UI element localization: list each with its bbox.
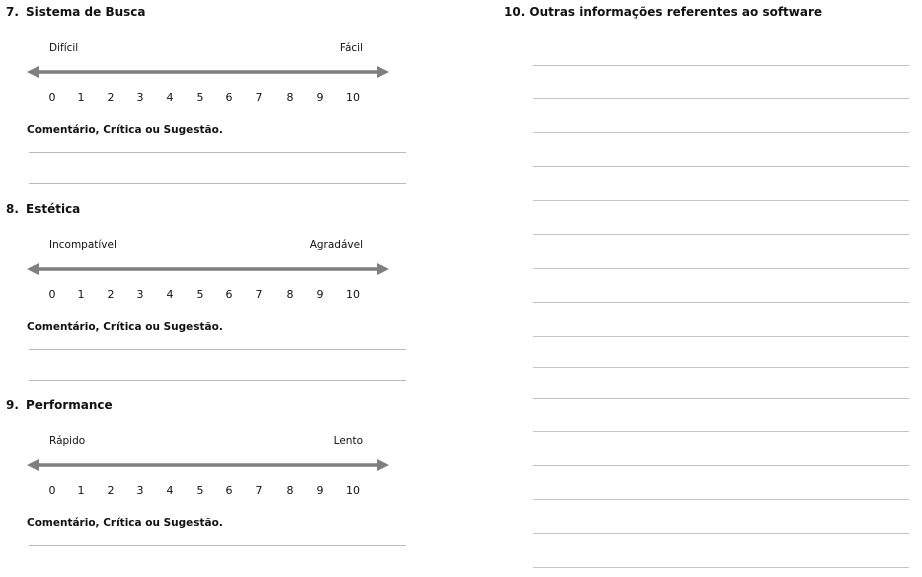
- scale-tick-8[interactable]: 8: [286, 91, 294, 104]
- scale-tick-3[interactable]: 3: [136, 288, 144, 301]
- other-info-line[interactable]: [533, 268, 909, 269]
- question-7: [0, 5, 420, 190]
- other-info-line[interactable]: [533, 234, 909, 235]
- question-9: [0, 398, 420, 553]
- scale-left-label: Difícil: [49, 42, 79, 54]
- other-info-line[interactable]: [533, 431, 909, 432]
- scale-tick-10[interactable]: 10: [346, 484, 360, 497]
- scale-tick-8[interactable]: 8: [286, 484, 294, 497]
- question-number: 9.: [6, 398, 19, 412]
- scale-tick-6[interactable]: 6: [225, 288, 233, 301]
- scale-tick-6[interactable]: 6: [225, 484, 233, 497]
- other-info-line[interactable]: [533, 200, 909, 201]
- scale-tick-8[interactable]: 8: [286, 288, 294, 301]
- scale-tick-9[interactable]: 9: [316, 484, 324, 497]
- scale-tick-2[interactable]: 2: [107, 484, 115, 497]
- question-title: [6, 202, 80, 216]
- other-info-line[interactable]: [533, 398, 909, 399]
- scale-tick-10[interactable]: 10: [346, 91, 360, 104]
- scale-tick-2[interactable]: 2: [107, 288, 115, 301]
- scale-tick-4[interactable]: 4: [166, 91, 174, 104]
- double-arrow-icon: [27, 458, 389, 472]
- question-title-text: Estética: [26, 202, 81, 216]
- scale-tick-5[interactable]: 5: [196, 484, 204, 497]
- scale-tick-6[interactable]: 6: [225, 91, 233, 104]
- comment-line[interactable]: [29, 545, 406, 546]
- scale-tick-0[interactable]: 0: [48, 91, 56, 104]
- scale-right-label: Fácil: [339, 42, 363, 54]
- scale-tick-9[interactable]: 9: [316, 91, 324, 104]
- other-info-line[interactable]: [533, 132, 909, 133]
- other-info-line[interactable]: [533, 65, 909, 66]
- other-info-title: 10. Outras informações referentes ao software: [504, 5, 823, 19]
- question-title-text: Sistema de Busca: [26, 5, 146, 19]
- scale-tick-3[interactable]: 3: [136, 484, 144, 497]
- scale-tick-7[interactable]: 7: [255, 91, 263, 104]
- scale-right-label: Agradável: [309, 239, 363, 251]
- other-info-line[interactable]: [533, 98, 909, 99]
- question-number: 7.: [6, 5, 19, 19]
- comment-line[interactable]: [29, 349, 406, 350]
- comment-label: Comentário, Crítica ou Sugestão.: [27, 124, 223, 136]
- question-number: 8.: [6, 202, 19, 216]
- double-arrow-icon: [27, 262, 389, 276]
- scale-tick-5[interactable]: 5: [196, 91, 204, 104]
- question-title-text: Performance: [26, 398, 113, 412]
- other-info-line[interactable]: [533, 336, 909, 337]
- question-title: [6, 398, 113, 412]
- scale-tick-2[interactable]: 2: [107, 91, 115, 104]
- scale-tick-0[interactable]: 0: [48, 288, 56, 301]
- scale-tick-4[interactable]: 4: [166, 484, 174, 497]
- other-info-line[interactable]: [533, 302, 909, 303]
- question-title: [6, 5, 146, 19]
- scale-tick-3[interactable]: 3: [136, 91, 144, 104]
- scale-tick-10[interactable]: 10: [346, 288, 360, 301]
- scale-tick-0[interactable]: 0: [48, 484, 56, 497]
- scale-tick-9[interactable]: 9: [316, 288, 324, 301]
- question-8: [0, 202, 420, 387]
- scale-tick-7[interactable]: 7: [255, 288, 263, 301]
- scale-tick-4[interactable]: 4: [166, 288, 174, 301]
- other-info-line[interactable]: [533, 499, 909, 500]
- other-info-line[interactable]: [533, 465, 909, 466]
- other-info-line[interactable]: [533, 166, 909, 167]
- other-info-line[interactable]: [533, 367, 909, 368]
- scale-tick-7[interactable]: 7: [255, 484, 263, 497]
- comment-label: Comentário, Crítica ou Sugestão.: [27, 517, 223, 529]
- other-info-line[interactable]: [533, 567, 909, 568]
- scale-tick-1[interactable]: 1: [77, 288, 85, 301]
- comment-line[interactable]: [29, 183, 406, 184]
- scale-left-label: Incompatível: [49, 239, 117, 251]
- double-arrow-icon: [27, 65, 389, 79]
- other-info-line[interactable]: [533, 533, 909, 534]
- scale-right-label: Lento: [333, 435, 363, 447]
- scale-tick-1[interactable]: 1: [77, 91, 85, 104]
- comment-label: Comentário, Crítica ou Sugestão.: [27, 321, 223, 333]
- comment-line[interactable]: [29, 380, 406, 381]
- scale-left-label: Rápido: [49, 435, 86, 447]
- comment-line[interactable]: [29, 152, 406, 153]
- scale-tick-5[interactable]: 5: [196, 288, 204, 301]
- scale-tick-1[interactable]: 1: [77, 484, 85, 497]
